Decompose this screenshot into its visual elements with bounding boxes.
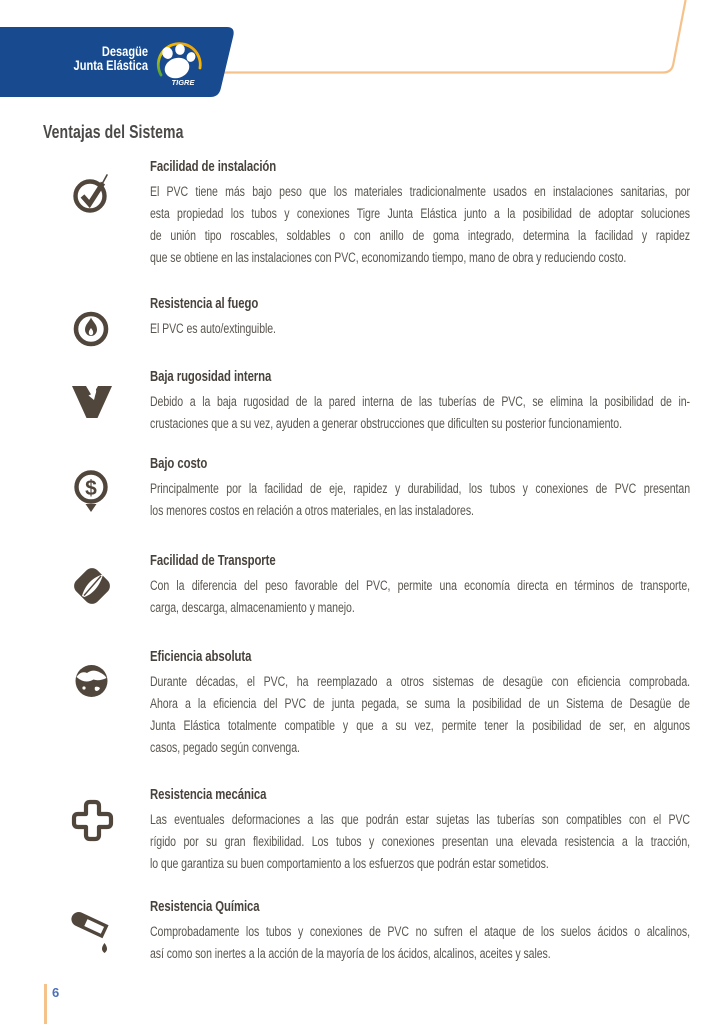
section-resistencia-mecanica <box>150 786 724 875</box>
low-roughness-arrow-icon <box>70 380 114 430</box>
plus-cross-icon <box>70 798 114 848</box>
body-line: casos, pegado según convenga. <box>150 740 300 755</box>
body-line: El PVC tiene más bajo peso que los materiales tradicionalmente usados en instalaciones sanitarias, por <box>150 184 690 199</box>
section-resistencia-quimica <box>150 898 724 965</box>
product-name-line1: Desagüe <box>101 44 148 59</box>
dollar-glyph: $ <box>85 477 97 500</box>
section-baja-rugosidad <box>150 368 724 435</box>
section-body <box>150 921 690 965</box>
section-heading: Eficiencia absoluta <box>150 649 252 665</box>
tigre-paw-icon <box>150 37 208 89</box>
section-facilidad-transporte <box>150 552 724 619</box>
page-number: 6 <box>52 985 60 1000</box>
body-line: Durante décadas, el PVC, ha reemplazado a otros sistemas de desagüe con eficiencia comprobada. <box>150 674 690 689</box>
body-line: Principalmente por la facilidad de eje, rapidez y durabilidad, los tubos y conexiones de PVC presentan <box>150 481 690 496</box>
section-body <box>150 391 690 435</box>
check-circle-icon <box>70 170 114 220</box>
footer-accent-line <box>44 984 47 1024</box>
body-line: esta propiedad los tubos y conexiones Tigre Junta Elástica junto a la posibilidad de adoptar soluciones <box>150 206 690 221</box>
globe-icon <box>70 660 114 710</box>
fire-icon <box>70 307 114 357</box>
product-name-line2: Junta Elástica <box>73 57 148 73</box>
section-body <box>150 575 690 619</box>
body-line: carga, descarga, almacenamiento y manejo. <box>150 600 355 615</box>
section-heading: Bajo costo <box>150 456 208 472</box>
body-line: los menores costos en relación a otros materiales, en las instaladores. <box>150 503 474 518</box>
section-bajo-costo <box>85 455 724 522</box>
body-line: Las eventuales deformaciones a las que podrán estar sujetas las tuberías son compatibles con el PVC <box>150 812 690 827</box>
body-line: Debido a la baja rugosidad de la pared interna de las tuberías de PVC, se elimina la posibilidad de in- <box>150 394 690 409</box>
section-body <box>150 809 690 875</box>
body-line: que se obtiene en las instalaciones con PVC, economizando tiempo, mano de obra y reduciendo costo. <box>150 250 627 265</box>
section-heading: Resistencia Química <box>150 899 260 915</box>
dollar-icon <box>70 467 114 517</box>
section-heading: Facilidad de instalación <box>150 159 277 175</box>
section-heading: Resistencia al fuego <box>150 296 259 312</box>
test-tube-icon <box>70 910 114 960</box>
body-line: lo que garantiza su buen comportamiento a los esfuerzos que podrán estar sometidos. <box>150 856 549 871</box>
body-line: Con la diferencia del peso favorable del PVC, permite una economía directa en términos de transporte, <box>150 578 690 593</box>
body-line: crustaciones que a su vez, ayuden a generar obstrucciones que dificulten su posterior funcionamiento. <box>150 416 622 431</box>
body-line: rígido por su gran flexibilidad. Los tubos y conexiones presentan una elevada resistencia a la tracción, <box>150 834 690 849</box>
body-line: Junta Elástica totalmente compatible y que a su vez, permite tener la posibilidad de ser, en algunos <box>150 718 690 733</box>
body-line: El PVC es auto/extinguible. <box>150 321 276 336</box>
brand-name: TIGRE <box>171 78 195 87</box>
product-name <box>50 45 148 72</box>
body-line: así como son inertes a la acción de la mayoría de los ácidos, alcalinos, aceites y sales. <box>150 946 551 961</box>
page-title-wrap <box>43 121 277 143</box>
body-line: de unión tipo roscables, soldables o con anillo de goma integrado, determina la facilidad y rapidez <box>150 228 690 243</box>
body-line: Comprobadamente los tubos y conexiones de PVC no sufren el ataque de los suelos ácidos o alcalinos, <box>150 924 690 939</box>
body-line: Ahora a la eficiencia del PVC de junta pegada, se suma la posibilidad de un Sistema de Desagüe de <box>150 696 690 711</box>
section-resistencia-fuego <box>150 295 724 340</box>
section-body <box>150 478 690 522</box>
section-facilidad-instalacion <box>150 158 724 269</box>
page-title: Ventajas del Sistema <box>43 122 184 142</box>
section-body <box>150 318 690 340</box>
section-body <box>150 671 690 759</box>
feather-icon <box>70 564 114 614</box>
section-heading: Baja rugosidad interna <box>150 369 272 385</box>
section-body <box>150 181 690 269</box>
section-heading: Resistencia mecánica <box>150 787 267 803</box>
section-eficiencia-absoluta <box>150 648 724 759</box>
section-heading: Facilidad de Transporte <box>150 553 276 569</box>
